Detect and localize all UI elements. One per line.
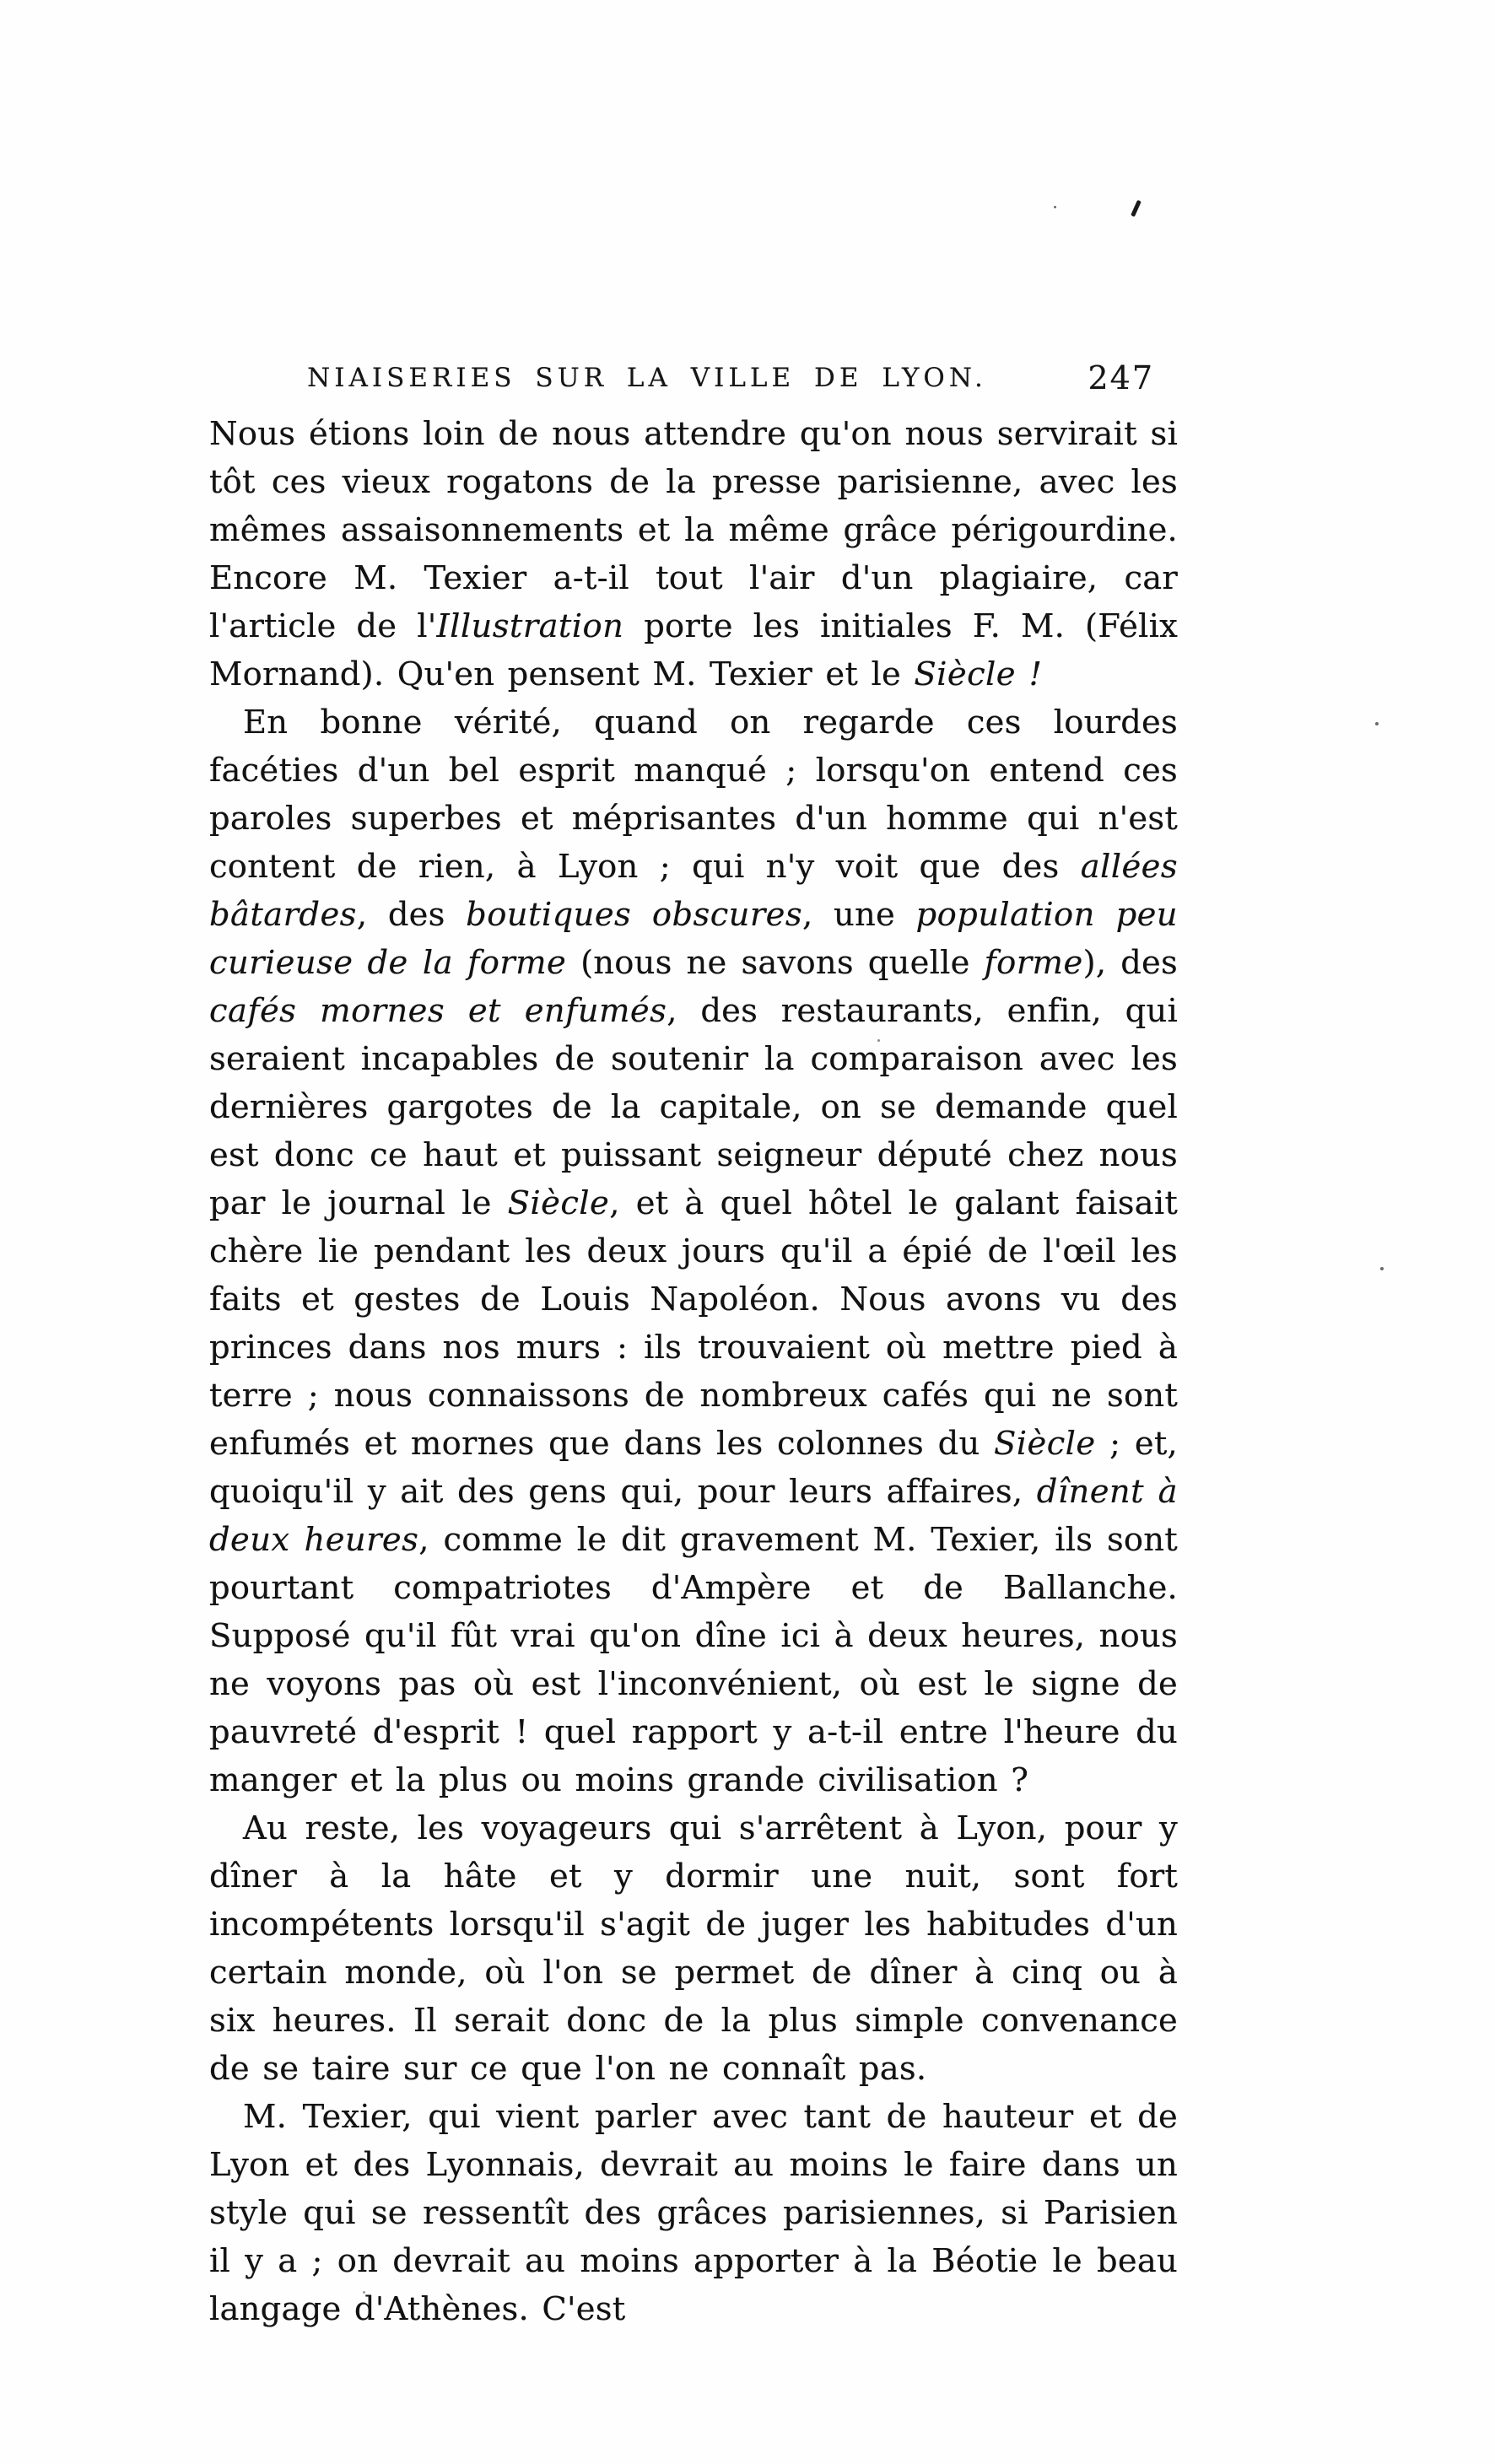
scan-speck xyxy=(1375,722,1379,725)
text-run: , et à quel hôtel le galant faisait chère lie pendant les deux jours qu'il a épié de l'œil les faits et gestes de Louis Napoléon. Nous avons vu des princes dans nos murs : ils trouvaient où mettre pied à terre ; nous connaissons de nombreux cafés qui ne sont enfumés et mornes que dans les colonnes du xyxy=(209,1184,1178,1463)
italic-text: Illustration xyxy=(436,607,624,645)
text-run: En bonne vérité, quand on regarde ces lourdes facéties d'un bel esprit manqué ; lorsqu'on entend ces paroles superbes et méprisantes d'un homme qui n'est content de rien, à Lyon ; qui n'y voit que des xyxy=(209,704,1178,886)
text-run: ), des xyxy=(1082,944,1179,982)
italic-text: Siècle xyxy=(994,1425,1096,1463)
running-header xyxy=(209,359,1178,400)
text-run: porte les initiales F. M. (Félix Mornand). Qu'en pensent M. Texier et le xyxy=(209,607,1178,693)
text-run: , des restaurants, enfin, qui seraient incapables de soutenir la comparaison avec les dernières gargotes de la capitale, on se demande quel est donc ce haut et puissant seigneur député chez nous par le journal le xyxy=(209,992,1178,1222)
paragraph xyxy=(209,698,1178,1804)
text-run: ; et, quoiqu'il y ait des gens qui, pour leurs affaires, xyxy=(209,1425,1178,1511)
running-title: NIAISERIES SUR LA VILLE DE LYON. xyxy=(307,363,987,393)
italic-text: allées bâtardes xyxy=(209,848,1178,934)
text-run: , comme le dit gravement M. Texier, ils sont pourtant compatriotes d'Ampère et de Ballanche. Supposé qu'il fût vrai qu'on dîne ici à deux heures, nous ne voyons pas où est l'inconvénient, où est le signe de pauvreté d'esprit ! quel rapport y a-t-il entre l'heure du manger et la plus ou moins grande civilisation ? xyxy=(209,1521,1178,1799)
page-number: 247 xyxy=(1088,359,1154,396)
scan-speck xyxy=(1054,206,1056,208)
italic-text: population peu curieuse de la forme xyxy=(209,896,1178,982)
text-run: , une xyxy=(802,896,916,934)
paragraph xyxy=(209,2093,1178,2333)
italic-text: boutiques obscures xyxy=(466,896,802,934)
italic-text: dînent à deux heures xyxy=(209,1473,1179,1559)
text-block xyxy=(209,410,1178,2333)
paragraph xyxy=(209,410,1178,698)
text-run: Nous étions loin de nous attendre qu'on nous servirait si tôt ces vieux rogatons de la presse parisienne, avec les mêmes assaisonnements et la même grâce périgourdine. Encore M. Texier a-t-il tout l'air d'un plagiaire, car l'article de l' xyxy=(209,415,1178,645)
text-run: (nous ne savons quelle xyxy=(566,944,985,982)
text-run: , des xyxy=(356,896,467,934)
italic-text: forme xyxy=(984,944,1083,982)
text-run: M. Texier, qui vient parler avec tant de hauteur et de Lyon et des Lyonnais, devrait au moins le faire dans un style qui se ressentît des grâces parisiennes, si Parisien il y a ; on devrait au moins apporter à la Béotie le beau langage d'Athènes. C'est xyxy=(209,2098,1178,2328)
italic-text: cafés mornes et enfumés xyxy=(209,992,667,1030)
text-run: Au reste, les voyageurs qui s'arrêtent à Lyon, pour y dîner à la hâte et y dormir une nuit, sont fort incompétents lorsqu'il s'agit de juger les habitudes d'un certain monde, où l'on se permet de dîner à cinq ou à six heures. Il serait donc de la plus simple convenance de se taire sur ce que l'on ne connaît pas. xyxy=(209,1809,1178,2088)
paragraph xyxy=(209,1804,1178,2093)
scan-speck xyxy=(1380,1267,1384,1270)
italic-text: Siècle xyxy=(507,1184,610,1222)
italic-text: Siècle ! xyxy=(914,655,1043,693)
ink-mark xyxy=(1131,200,1141,217)
